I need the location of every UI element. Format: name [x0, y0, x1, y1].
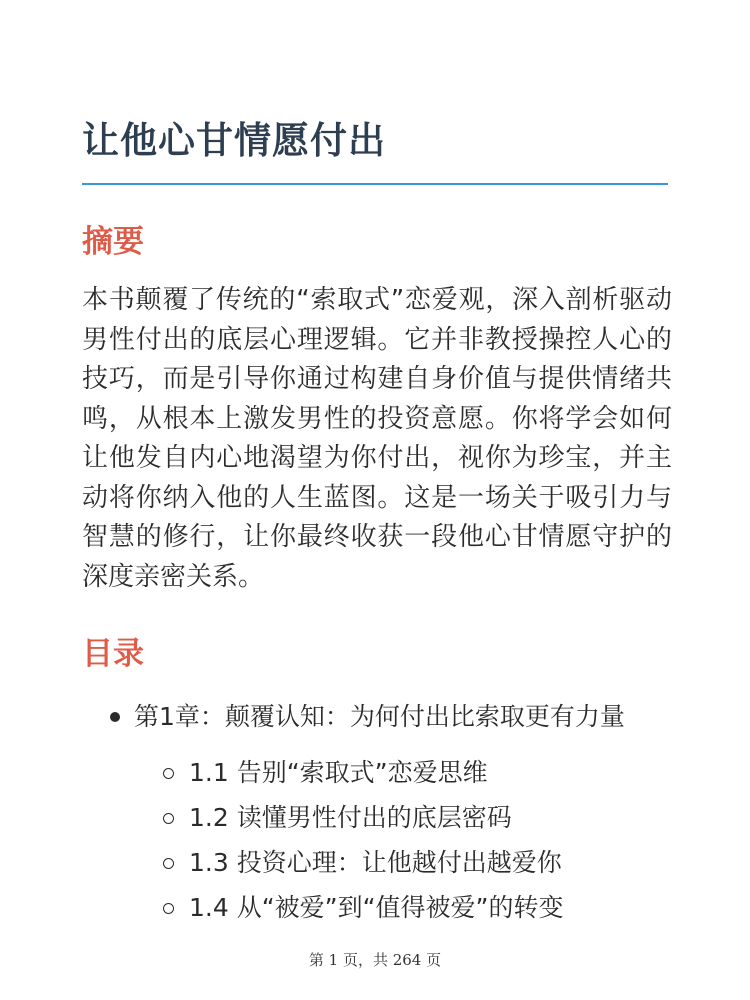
bullet-circle-icon [163, 903, 174, 914]
bullet-circle-icon [163, 858, 174, 869]
toc-section-label: 1.3 投资心理：让他越付出越爱你 [189, 848, 562, 877]
toc-section-label: 1.4 从“被爱”到“值得被爱”的转变 [189, 893, 564, 922]
toc-section-item[interactable] [163, 753, 683, 793]
toc-chapter-label: 第1章：颠覆认知：为何付出比索取更有力量 [134, 702, 625, 731]
title-divider [82, 183, 668, 185]
toc-section-item[interactable] [163, 798, 683, 838]
page-number-footer: 第 1 页，共 264 页 [308, 951, 442, 969]
bullet-disc-icon [110, 712, 120, 722]
bullet-circle-icon [163, 768, 174, 779]
toc-section-item[interactable] [163, 888, 683, 928]
toc-heading: 目录 [82, 636, 144, 672]
book-title: 让他心甘情愿付出 [82, 119, 386, 162]
toc-section-label: 1.2 读懂男性付出的底层密码 [189, 803, 512, 832]
abstract-heading: 摘要 [82, 224, 144, 260]
bullet-circle-icon [163, 813, 174, 824]
toc-section-label: 1.1 告别“索取式”恋爱思维 [189, 758, 488, 787]
toc-section-item[interactable] [163, 843, 683, 883]
abstract-paragraph: 本书颠覆了传统的“索取式”恋爱观，深入剖析驱动男性付出的底层心理逻辑。它并非教授操控人心的技巧，而是引导你通过构建自身价值与提供情绪共鸣，从根本上激发男性的投资意愿。你将学会如何让他发自内心地渴望为你付出，视你为珍宝，并主动将你纳入他的人生蓝图。这是一场关于吸引力与智慧的修行，让你最终收获一段他心甘情愿守护的深度亲密关系。 [82, 285, 672, 592]
